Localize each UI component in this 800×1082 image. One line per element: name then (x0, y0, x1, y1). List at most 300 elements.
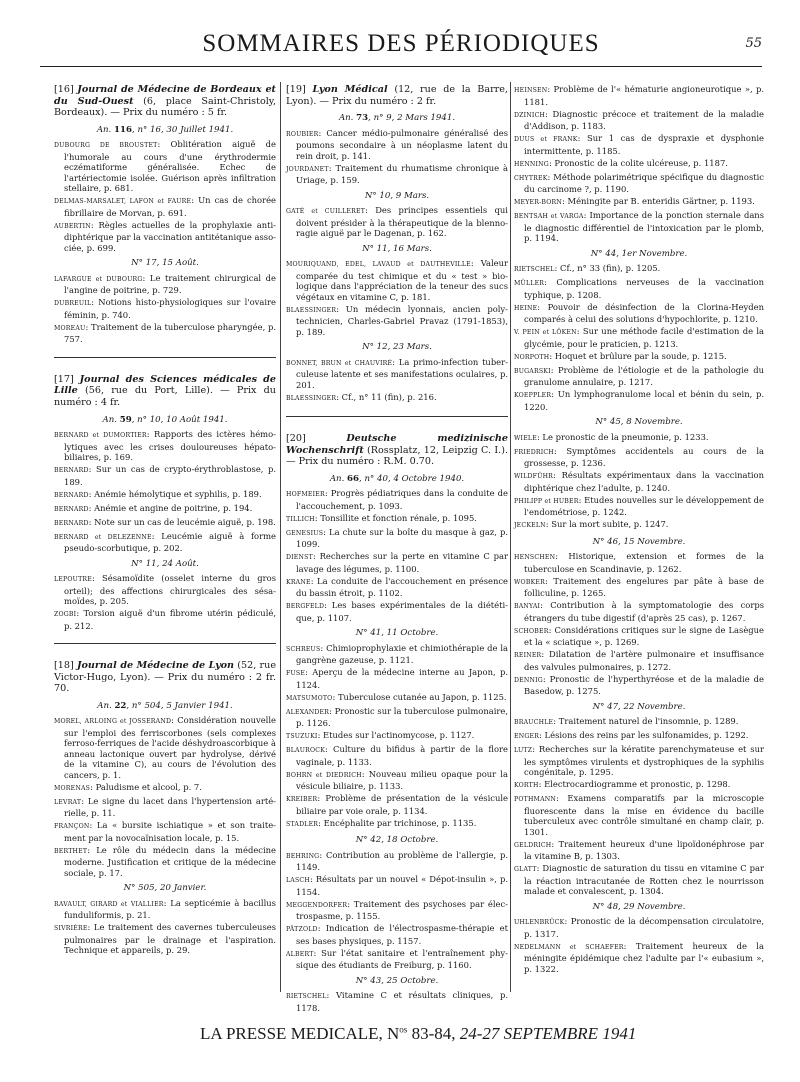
issue-prefix: N° (364, 190, 380, 201)
article-authors: BERNARD (54, 505, 89, 513)
article-entry (286, 990, 508, 1013)
article-entry (54, 715, 276, 780)
journal-info: (6, place Saint-Christoly, Bordeaux). — Prix du numéro : 5 fr. (54, 95, 276, 119)
issue-prefix: N° (123, 883, 139, 894)
article-title: : Vitamine C et résultats cliniques, p. 1178. (296, 990, 508, 1013)
article-authors: BEHRING (286, 852, 320, 860)
article-title: : Méthode polarimétrique spécifique du diagnostic du carcinome ?, p. 1190. (524, 171, 764, 194)
article-entry (514, 172, 764, 195)
article-entry (54, 273, 276, 296)
article-authors: BERGFELD (286, 603, 325, 611)
article-authors: MATSUMOTO (286, 694, 333, 702)
article-entry (514, 674, 764, 697)
article-title: : Un lymphogranulome local et bénin du sein, p. 1220. (524, 389, 764, 412)
article-title: : Résultats par un nouvel « Dépot-insulin », p. 1154. (296, 874, 508, 897)
article-entry (514, 277, 764, 300)
article-authors: POTHMANN (514, 796, 556, 803)
article-entry (514, 576, 764, 599)
article-entry (514, 432, 764, 445)
section-number: [17] (54, 373, 74, 385)
article-entry (514, 519, 764, 532)
article-title: : Diagnostic de saturation du tissu en vitamine C par la réaction intracutanée de Rotten chez le nourrisson malade et convalescent, p. 1304. (524, 863, 764, 896)
article-authors: STADLER (286, 820, 319, 828)
issue-heading (54, 125, 276, 136)
article-entry (286, 304, 508, 338)
article-entry (514, 779, 764, 792)
journal-info: (12, rue de la Barre, Lyon). — Prix du numéro : 2 fr. (286, 84, 508, 107)
article-title: : Complications nerveuses de la vaccination typhique, p. 1208. (524, 277, 764, 300)
article-authors: KOEPPLER (514, 392, 552, 399)
page-number: 55 (745, 36, 762, 51)
article-title: : Notions histo-physiologiques sur l'ovaire féminin, p. 740. (64, 297, 276, 320)
article-title: : La chute sur la boîte du masque à gaz, p. 1099. (296, 526, 508, 550)
article-authors: LAFARGUE et DUBOURG (54, 275, 143, 283)
journal-name: Lyon Médical (312, 84, 388, 95)
article-authors: JECKELN (514, 522, 546, 529)
article-authors: BLAUROCK (286, 747, 326, 755)
article-entry (54, 820, 276, 843)
issue-prefix: N° (362, 342, 377, 353)
article-entry (514, 716, 764, 729)
article-entry (514, 351, 764, 364)
issue-heading: N° 48, 29 Novembre. (592, 901, 686, 912)
issue-year: 59 (119, 414, 132, 425)
article-title: : Hoquet et brûlure par la soude, p. 1215. (549, 350, 727, 361)
article-entry (514, 389, 764, 412)
article-authors: HENSCHEN (514, 554, 556, 561)
article-entry (54, 898, 276, 921)
article-authors: MEYER-BORN (514, 199, 563, 206)
article-entry (286, 128, 508, 162)
article-authors: HENNING (514, 160, 549, 168)
article-entry (286, 730, 508, 743)
issue-date: , n° 40, 4 Octobre 1940. (359, 473, 465, 484)
article-title: : Contribution à la symptomatologie des corps étrangers du tube digestif (d'après 25 cas), p. 1267. (524, 600, 764, 623)
issue-heading: N° 47, 22 Novembre. (592, 701, 686, 712)
article-title: : Traitement heureux de la méningite épidémique chez l'adulte par l'« eubasium », p. 1322. (524, 940, 764, 974)
issue-heading (286, 244, 508, 255)
journal-info: (52, rue Victor-Hugo, Lyon). — Prix du numéro : 2 fr. 70. (54, 660, 276, 695)
article-entry (286, 818, 508, 831)
article-entry (54, 322, 276, 345)
column-3 (514, 84, 764, 976)
article-authors: DUBREUIL (54, 300, 92, 308)
article-authors: RIETSCHEL (514, 266, 555, 273)
issue-year: 73 (356, 113, 369, 124)
article-authors: GATÉ et CUILLERET (286, 208, 366, 216)
section-number: [19] (286, 84, 306, 95)
article-entry (286, 923, 508, 946)
article-authors: BERNARD (54, 467, 89, 475)
article-authors: MOREAU (54, 324, 86, 332)
article-title: : Symptômes accidentels au cours de la grossesse, p. 1236. (524, 445, 764, 468)
article-entry (286, 357, 508, 391)
article-authors: ZOGBI (54, 611, 77, 619)
article-authors: NORPOTH (514, 353, 550, 361)
article-entry (286, 667, 508, 690)
article-title: : Le rôle du médecin dans la médecine moderne. Justification et critique de la médecine sociale, p. 17. (64, 844, 276, 878)
article-title: : Anémie et angine de poitrine, p. 194. (88, 502, 253, 513)
section-heading (54, 660, 276, 695)
article-title: : Anémie hémolytique et syphilis, p. 189. (88, 488, 262, 499)
article-authors: REINER (514, 652, 542, 659)
article-entry (286, 527, 508, 550)
article-entry (54, 517, 276, 530)
issue-date: , n° 9, 2 Mars 1941. (368, 113, 456, 124)
article-entry (514, 326, 764, 349)
issue-prefix: N° (131, 558, 146, 569)
article-title: : Tuberculose cutanée au Japon, p. 1125. (332, 691, 507, 702)
article-entry (514, 863, 764, 897)
article-entry (286, 551, 508, 574)
article-authors: WIELE (514, 434, 537, 442)
article-title: : Note sur un cas de leucémie aiguë, p. 198. (88, 516, 276, 527)
page-header (40, 26, 762, 67)
article-entry (514, 495, 764, 518)
article-authors: MOURIQUAND, EDEL, LAVAUD et DAUTHEVILLE (286, 261, 471, 269)
article-entry (54, 464, 276, 487)
page (40, 20, 765, 1060)
article-authors: GLATT (514, 866, 537, 873)
issue-heading: N° 45, 8 Novembre. (595, 417, 683, 427)
article-title: : La primo-infection tuberculeuse latente et ses manifestations oculaires, p. 201. (296, 356, 508, 390)
issue-year: 66 (347, 473, 360, 484)
footer-journal: LA PRESSE MEDICALE, N (200, 1024, 400, 1043)
article-authors: V. PEIN et LÖKEN (514, 329, 577, 336)
article-entry (514, 210, 764, 244)
section-heading (286, 433, 508, 468)
article-title: : Contribution au problème de l'allergie, p. 1149. (296, 849, 508, 873)
article-title: : Torsion aiguë d'un fibrome utérin pédiculé, p. 212. (64, 608, 276, 631)
journal-info: (Rossplatz, 12, Leipzig C. I.). — Prix du numéro : R.M. 0.70. (286, 444, 508, 468)
journal-section (286, 433, 508, 1013)
article-title: : Diagnostic précoce et traitement de la maladie d'Addison, p. 1183. (524, 108, 764, 131)
article-entry (54, 531, 276, 554)
article-entry (286, 513, 508, 526)
section-divider (54, 357, 276, 358)
article-authors: ALBERT (286, 950, 314, 958)
article-title: : Etudes nouvelles sur le développement de l'endométriose, p. 1242. (524, 494, 764, 517)
article-title: : Dilatation de l'artère pulmonaire et insuffisance des valvules pulmonaires, p. 1272. (524, 649, 764, 672)
article-title: : Culture du bifidus à partir de la flore vaginale, p. 1133. (296, 744, 508, 767)
article-authors: TILLICH (286, 515, 315, 523)
article-title: : Traitement de la tuberculose pharyngée, p. 757. (64, 321, 276, 345)
article-entry (514, 600, 764, 623)
issue-heading (54, 883, 276, 894)
article-authors: BERNARD (54, 491, 89, 499)
article-entry (286, 692, 508, 705)
article-title: : Electrocardiogramme et pronostic, p. 1298. (538, 779, 731, 789)
article-authors: GENESIUS (286, 529, 324, 537)
article-title: : Nouveau milieu opaque pour la vésicule biliaire, p. 1133. (296, 768, 508, 792)
article-title: : Traitement du rhumatisme chronique à Uriage, p. 159. (296, 162, 508, 186)
article-title: : Le pronostic de la pneumonie, p. 1233. (536, 431, 709, 442)
article-entry (514, 839, 764, 862)
column-rule (510, 82, 511, 992)
article-authors: RAVAULT, GIRARD et VIALLIER (54, 900, 164, 908)
article-entry (286, 850, 508, 873)
article-entry (514, 446, 764, 469)
issue-heading (54, 415, 276, 426)
journal-section (54, 660, 276, 956)
article-authors: BERNARD et DELEZENNE (54, 533, 152, 541)
article-authors: TSUZUKI (286, 733, 318, 741)
article-entry (514, 649, 764, 672)
article-title: : Encéphalite par trichinose, p. 1135. (318, 817, 477, 828)
article-entry (286, 769, 508, 792)
article-title: : Le traitement chirurgical de l'angine de poitrine, p. 729. (64, 272, 276, 296)
article-title: : Pronostic de l'hyperthyréose et de la maladie de Basedow, p. 1275. (524, 673, 764, 696)
issue-prefix: N° (355, 835, 371, 846)
issue-date: 41, 11 Octobre. (370, 628, 439, 639)
article-authors: KRANE (286, 578, 311, 586)
article-title: : Traitement des engelures par pâte à base de folliculine, p. 1265. (524, 575, 764, 598)
issue-date: 42, 18 Octobre. (370, 835, 439, 846)
article-title: : La conduite de l'accouchement en présence du bassin étroit, p. 1102. (296, 575, 508, 599)
article-title: : Sur une méthode facile d'estimation de la glycémie, pour le praticien, p. 1213. (524, 326, 764, 349)
article-title: : Le signe du lacet dans l'hypertension artérielle, p. 11. (64, 795, 276, 819)
article-entry (514, 744, 764, 778)
article-authors: HEINSEN (514, 87, 548, 94)
article-entry (286, 258, 508, 302)
footer-nos: os (399, 1024, 408, 1035)
article-entry (286, 744, 508, 767)
issue-prefix: N° (355, 975, 371, 986)
article-title: : Cancer médio-pulmonaire généralisé des poumons secondaire à un néoplasme latent du rein droit, p. 141. (296, 127, 508, 161)
article-entry (286, 899, 508, 922)
issue-date: 43, 25 Octobre. (370, 975, 439, 986)
article-entry (54, 139, 276, 194)
journal-section (54, 374, 276, 631)
section-number: [16] (54, 84, 74, 95)
article-entry (514, 158, 764, 171)
article-entry (514, 793, 764, 837)
issue-prefix: An. (96, 124, 115, 135)
article-entry (54, 220, 276, 254)
article-entry (286, 706, 508, 729)
issue-heading (54, 701, 276, 712)
issue-heading: N° 44, 1er Novembre. (590, 248, 688, 259)
article-entry (54, 573, 276, 607)
article-entry (54, 429, 276, 463)
article-authors: BLAESSINGER (286, 394, 337, 402)
issue-heading (54, 258, 276, 269)
issue-heading (286, 976, 508, 987)
article-authors: FUSE (286, 670, 306, 678)
article-entry (54, 922, 276, 956)
article-title: : Cf., n° 11 (fin), p. 216. (336, 391, 437, 402)
article-authors: SIVRIÈRE (54, 925, 88, 933)
article-entry (54, 195, 276, 218)
article-entry (514, 625, 764, 648)
article-authors: BOHRN et DIEDRICH (286, 771, 362, 779)
section-divider (54, 643, 276, 644)
journal-name: Journal de Médecine de Lyon (76, 660, 235, 672)
article-title: : Un médecin lyonnais, ancien polytechnicien, Charles-Gabriel Pravaz (1791-1853), p. 189. (296, 303, 508, 337)
article-entry (514, 365, 764, 388)
article-title: : La « bursite ischiatique » et son traitement par la novocaïnisation locale, p. 15. (64, 820, 276, 843)
article-title: : Les bases expérimentales de la diététique, p. 1107. (296, 600, 508, 623)
article-authors: BONNET, BRUN et CHAUVIRÉ (286, 359, 393, 367)
article-authors: MOREL, ARLOING et JOSSERAND (54, 718, 172, 726)
article-entry (514, 109, 764, 132)
issue-heading (286, 628, 508, 639)
column-1 (54, 84, 276, 960)
issue-heading (286, 191, 508, 202)
article-title: : Aperçu de la médecine interne au Japon, p. 1124. (296, 667, 508, 690)
article-title: : Sur 1 cas de dyspraxie et dysphonie intermittente, p. 1185. (524, 133, 764, 156)
article-entry (286, 600, 508, 623)
issue-prefix: An. (329, 473, 348, 484)
article-title: : Paludisme et alcool, p. 7. (90, 781, 202, 792)
article-title: : Leucémie aiguë à forme pseudo-scorbutique, p. 202. (64, 530, 276, 554)
article-title: : Lésions des reins par les sulfonamides, p. 1292. (539, 730, 749, 740)
article-entry (514, 916, 764, 939)
article-entry (514, 551, 764, 574)
article-authors: FRIEDRICH (514, 448, 554, 456)
article-title: : Recherches sur la kératite parenchymateuse et sur les symptômes virulents et dystrophiques de la syphilis congénitale, p. 1295. (524, 744, 764, 777)
article-authors: BERTHET (54, 847, 88, 855)
article-title: : Problème de l'étiologie et de la pathologie du granulome annulaire, p. 1217. (524, 364, 764, 387)
article-title: : Cf., n° 33 (fin), p. 1205. (554, 263, 661, 273)
article-title: : Pouvoir de désinfection de la Clorina-Heyden comparés à celui des solutions d'hypochlorite, p. 1210. (524, 301, 764, 324)
article-title: : Considérations critiques sur le signe de Lasègue et la « sciatique », p. 1269. (524, 624, 764, 647)
article-title: : Oblitération aiguë de l'humorale au cours d'une érythrodermie eczématiforme généralisée. Echec de l'artériectomie isolée. Guérison après infiltration stellaire, p. 681. (64, 139, 276, 194)
article-authors: ROUBIER (286, 130, 319, 138)
article-title: : Sésamoïdite (osselet interne du gros orteil); des affections chirurgicales des sésamoïdes, p. 205. (64, 573, 276, 607)
article-title: : Progrès pédiatriques dans la conduite de l'accouchement, p. 1093. (296, 488, 508, 511)
issue-prefix: An. (102, 414, 120, 425)
article-title: : Un cas de chorée fibrillaire de Morvan, p. 691. (64, 195, 276, 218)
article-authors: RIETSCHEL (286, 993, 327, 1001)
article-authors: MORENAS (54, 784, 91, 792)
page-footer (200, 1024, 762, 1044)
article-authors: WILDFÜHR (514, 473, 554, 480)
article-title: : Problème de présentation de la vésicule biliaire par voie orale, p. 1134. (296, 793, 508, 816)
article-title: : Indication de l'électrospasme-thérapie et ses bases physiques, p. 1157. (296, 923, 508, 946)
article-authors: LEPOUTRE (54, 576, 92, 584)
article-authors: BLAESSINGER (286, 306, 337, 314)
article-authors: ENGER (514, 733, 540, 740)
article-entry (286, 793, 508, 816)
article-title: : Importance de la ponction sternale dans le diagnostic différentiel de l'intoxication par le plomb, p. 1194. (524, 210, 765, 243)
article-title: : Historique, extension et formes de la tuberculose en Scandinavie, p. 1262. (524, 551, 764, 574)
issue-year: 116 (114, 124, 132, 135)
article-authors: DUBOURG DE BROUSTET (54, 142, 158, 150)
article-title: : Tonsillite et fonction rénale, p. 1095. (314, 512, 477, 523)
article-authors: NEDELMANN et SCHAEFER (514, 943, 624, 951)
issue-year: 22 (114, 700, 127, 711)
section-divider (286, 416, 508, 417)
article-entry (514, 263, 764, 276)
article-authors: PÄTZOLD (286, 926, 318, 934)
issue-prefix: N° (362, 243, 377, 254)
footer-issue: 83-84, (407, 1024, 460, 1043)
article-entry (54, 297, 276, 320)
article-authors: GELDRICH (514, 841, 552, 849)
issue-date: , n° 16, 30 Juillet 1941. (131, 124, 234, 135)
section-heading (54, 84, 276, 119)
article-authors: KORTH (514, 782, 539, 789)
footer-date: 24-27 SEPTEMBRE 1941 (459, 1024, 637, 1043)
issue-prefix: N° (355, 628, 371, 639)
issue-heading (286, 342, 508, 353)
article-entry (514, 730, 764, 743)
article-authors: DIENST (286, 554, 313, 562)
issue-date: 10, 9 Mars. (379, 190, 430, 201)
article-authors: LASCH (286, 877, 310, 885)
issue-date: 11, 24 Août. (145, 558, 199, 569)
article-authors: LUTZ (514, 747, 533, 754)
page-title: SOMMAIRES DES PÉRIODIQUES (202, 30, 600, 57)
issue-heading: N° 46, 15 Novembre. (592, 536, 686, 547)
article-authors: JOURDANET (286, 165, 329, 173)
article-entry (54, 608, 276, 631)
section-number: [18] (54, 660, 74, 672)
article-authors: DELMAS-MARSALET, LAFON et FAURE (54, 198, 192, 206)
article-title: : Traitement des psychoses par électrospasme, p. 1155. (296, 898, 508, 922)
issue-date: 11, 16 Mars. (376, 243, 432, 254)
article-entry (514, 133, 764, 156)
article-entry (286, 392, 508, 405)
article-title: : Problème de l'« hématurie angioneurotique », p. 1181. (524, 84, 764, 107)
article-title: : Le traitement des cavernes tuberculeuses pulmonaires par le drainage et l'aspiration. Technique et appareils, p. 29. (64, 922, 276, 956)
article-title: : Valeur comparée du test chimique et du « test » biologique dans l'appréciation de la teneur des sucs végétaux en vitamine C, p. 181. (296, 258, 508, 302)
article-authors: KREIBER (286, 796, 318, 804)
article-entry (514, 196, 764, 209)
article-authors: BRAUCHLE (514, 719, 554, 726)
column-rule (280, 82, 281, 992)
section-heading (54, 374, 276, 409)
journal-name: Deutsche medizinische Wochenschrift (286, 433, 508, 456)
article-entry (514, 84, 764, 107)
article-authors: CHYTREK (514, 174, 548, 182)
article-entry (54, 503, 276, 516)
article-authors: BERNARD (54, 519, 89, 527)
article-entry (286, 488, 508, 511)
article-authors: BENTSAH et VARGA (514, 213, 584, 220)
article-title: : Méningite par B. enteridis Gärtner, p. 1193. (562, 196, 755, 206)
article-entry (54, 796, 276, 819)
issue-prefix: An. (97, 700, 115, 711)
article-authors: FRANÇON (54, 823, 90, 831)
article-authors: HEINE (514, 304, 538, 312)
article-authors: AUBERTIN (54, 222, 91, 230)
article-title: : Traitement heureux d'une lipoïdonéphrose par la vitamine B, p. 1303. (524, 838, 764, 861)
article-title: : Pronostic sur la tuberculose pulmonaire, p. 1126. (296, 705, 509, 729)
article-authors: SCHREUS (286, 645, 321, 653)
article-title: : Considération nouvelle sur l'emploi des ferriscorbones (sels complexes ferroso-ferriques de l'acide déshydroascorbique à anneau lactonique ouvert par hydrolyse, dérivé de la vitamine C), au cours de l'évolution des cancers, p. 1. (64, 715, 276, 780)
issue-date: 12, 23 Mars. (376, 342, 432, 353)
article-authors: SCHOBER (514, 627, 549, 635)
article-title: : Chimioprophylaxie et chimiothérapie de la gangrène gazeuse, p. 1121. (296, 642, 508, 666)
article-entry (286, 576, 508, 599)
article-authors: BANYAI (514, 603, 541, 610)
article-authors: WOBKER (514, 578, 545, 586)
article-title: : Examens comparatifs par la microscopie fluorescente dans la mise en évidence du bacille tuberculeux avec contrôle simultané en champ clair, p. 1301. (524, 793, 764, 837)
article-authors: PHILIPP et HUBER (514, 497, 579, 505)
article-authors: MEGGENDORFER (286, 901, 348, 909)
journal-info: (56, rue du Port, Lille). — Prix du numéro : 4 fr. (54, 385, 276, 408)
article-entry (286, 874, 508, 897)
article-entry (54, 782, 276, 795)
section-number: [20] (286, 433, 306, 445)
article-title: : La septicémie à bacillus funduliformis, p. 21. (64, 897, 276, 921)
article-authors: ALEXANDER (286, 708, 330, 716)
journal-name: Journal des Sciences médicales de Lille (54, 373, 276, 397)
article-title: : Recherches sur la perte en vitamine C par lavage des légumes, p. 1100. (296, 551, 508, 574)
article-authors: HOFMEIER (286, 491, 325, 499)
